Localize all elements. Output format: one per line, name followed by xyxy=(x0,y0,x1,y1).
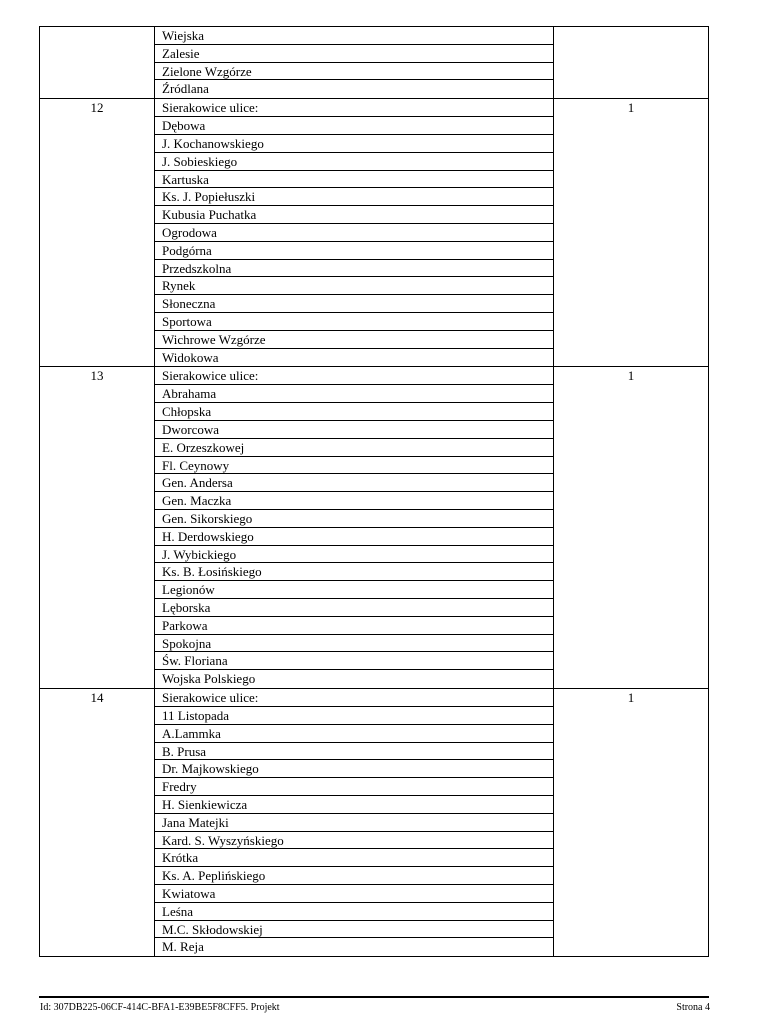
street-list xyxy=(155,367,553,688)
street-name: Kard. S. Wyszyńskiego xyxy=(155,832,553,850)
district-number xyxy=(40,27,155,99)
street-cell xyxy=(155,689,554,957)
street-name: Gen. Andersa xyxy=(155,474,553,492)
street-name: Źródlana xyxy=(162,81,209,97)
district-number: 12 xyxy=(40,99,155,367)
street-name: A.Lammka xyxy=(155,725,553,743)
district-row xyxy=(40,367,709,689)
street-name: Wojska Polskiego xyxy=(162,671,256,687)
district-count: 1 xyxy=(554,689,709,957)
street-name: J. Kochanowskiego xyxy=(155,135,553,153)
street-name: Zalesie xyxy=(155,45,553,63)
district-table xyxy=(39,26,709,957)
street-name: 11 Listopada xyxy=(155,707,553,725)
street-cell xyxy=(155,99,554,367)
street-name: Abrahama xyxy=(155,385,553,403)
page-number: Strona 4 xyxy=(676,1002,710,1013)
district-count xyxy=(554,27,709,99)
street-name: H. Sienkiewicza xyxy=(155,796,553,814)
street-name: Wiejska xyxy=(155,27,553,45)
street-name: Sportowa xyxy=(155,313,553,331)
street-name: Dworcowa xyxy=(155,421,553,439)
street-name: Kubusia Puchatka xyxy=(155,206,553,224)
street-name: H. Derdowskiego xyxy=(155,528,553,546)
street-name: Zielone Wzgórze xyxy=(155,63,553,81)
district-table-body xyxy=(40,27,709,957)
street-name: Parkowa xyxy=(155,617,553,635)
street-cell xyxy=(155,27,554,99)
street-name: Fredry xyxy=(155,778,553,796)
street-name: B. Prusa xyxy=(155,743,553,761)
street-cell xyxy=(155,367,554,689)
street-list-heading: Sierakowice ulice: xyxy=(155,367,553,385)
street-name: Dr. Majkowskiego xyxy=(155,760,553,778)
street-name: M. Reja xyxy=(162,939,204,955)
street-list xyxy=(155,689,553,956)
street-name: J. Sobieskiego xyxy=(155,153,553,171)
district-count: 1 xyxy=(554,367,709,689)
street-name: Jana Matejki xyxy=(155,814,553,832)
street-name: Podgórna xyxy=(155,242,553,260)
street-name: Krótka xyxy=(155,849,553,867)
street-name: Przedszkolna xyxy=(155,260,553,278)
street-name: Ks. B. Łosińskiego xyxy=(155,563,553,581)
footer-divider xyxy=(39,996,709,998)
street-name: Kwiatowa xyxy=(155,885,553,903)
district-number: 14 xyxy=(40,689,155,957)
street-name: Gen. Maczka xyxy=(155,492,553,510)
street-name: Ogrodowa xyxy=(155,224,553,242)
street-name: E. Orzeszkowej xyxy=(155,439,553,457)
street-list xyxy=(155,99,553,366)
street-name: Św. Floriana xyxy=(155,652,553,670)
district-row xyxy=(40,27,709,99)
street-name: Fl. Ceynowy xyxy=(155,457,553,475)
street-name: Legionów xyxy=(155,581,553,599)
street-name: Dębowa xyxy=(155,117,553,135)
street-name: Wichrowe Wzgórze xyxy=(155,331,553,349)
street-name: Słoneczna xyxy=(155,295,553,313)
street-name: Leśna xyxy=(155,903,553,921)
street-name: Chłopska xyxy=(155,403,553,421)
street-name: Widokowa xyxy=(162,349,219,365)
street-name: Ks. J. Popiełuszki xyxy=(155,188,553,206)
street-name: Lęborska xyxy=(155,599,553,617)
district-row xyxy=(40,99,709,367)
street-name: Ks. A. Peplińskiego xyxy=(155,867,553,885)
street-list-heading: Sierakowice ulice: xyxy=(155,99,553,117)
street-name: Kartuska xyxy=(155,171,553,189)
street-name: M.C. Skłodowskiej xyxy=(155,921,553,939)
street-list xyxy=(155,27,553,98)
street-name: Gen. Sikorskiego xyxy=(155,510,553,528)
district-row xyxy=(40,689,709,957)
district-count: 1 xyxy=(554,99,709,367)
document-id: Id: 307DB225-06CF-414C-BFA1-E39BE5F8CFF5. Projekt xyxy=(40,1002,280,1013)
street-name: Rynek xyxy=(155,277,553,295)
district-number: 13 xyxy=(40,367,155,689)
street-name: Spokojna xyxy=(155,635,553,653)
street-list-heading: Sierakowice ulice: xyxy=(155,689,553,707)
street-name: J. Wybickiego xyxy=(155,546,553,564)
